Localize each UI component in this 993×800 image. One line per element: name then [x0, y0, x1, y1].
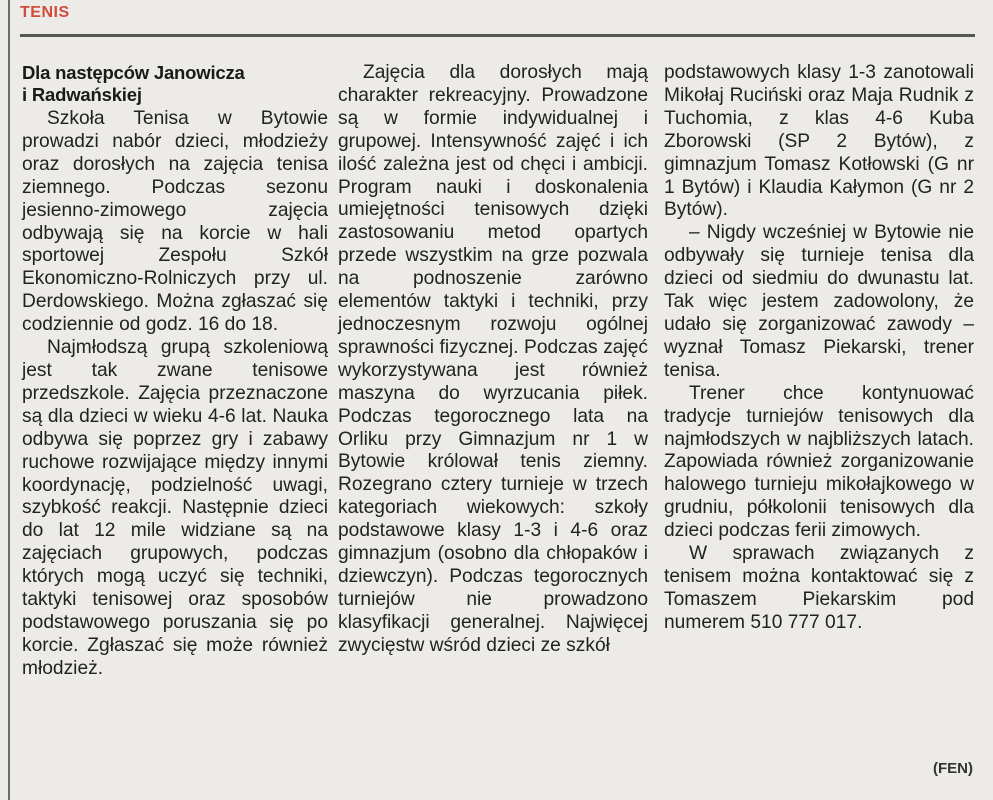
paragraph: Zajęcia dla dorosłych mają charakter rekreacyjny. Prowadzone są w formie indywidualnej i grupowej. Intensywność zajęć i ich ilość zależna jest od chęci i ambicji. Program nauki i doskonalenia umiejętności tenisowych dzięki zastosowaniu metod opartych przede wszystkim na grze pozwala na podnoszenie zarówno elementów taktyki i techniki, przy jednoczesnym rozwoju ogólnej sprawności fizycznej. Podczas zajęć wykorzystywana jest również maszyna do wyrzucania piłek. Podczas tegorocznego lata na Orliku przy Gimnazjum nr 1 w Bytowie królował tenis ziemny. Rozegrano cztery turnieje w trzech kategoriach wiekowych: szkoły podstawowe klasy 1-3 i 4-6 oraz gimnazjum (osobno dla chłopaków i dziewczyn). Podczas tegorocznych turniejów nie prowadzono klasyfikacji generalnej. Najwięcej zwycięstw wśród dzieci ze szkół — [338, 62, 648, 656]
paragraph: Najmłodszą grupą szkoleniową jest tak zwane tenisowe przedszkole. Zajęcia przeznaczone są dla dzieci w wieku 4-6 lat. Nauka odbywa się poprzez gry i zabawy ruchowe rozwijające między innymi koordynację, podzielność uwagi, szybkość reakcji. Następnie dzieci do lat 12 mile widziane są na zajęciach grupowych, podczas których mogą uczyć się techniki, taktyki tenisowej oraz sposobów podstawowego poruszania się po korcie. Zgłaszać się może również młodzież. — [22, 337, 328, 679]
header-rule — [20, 34, 975, 37]
article-title-line-2: i Radwańskiej — [22, 84, 142, 105]
article-column-3 — [664, 62, 974, 635]
paragraph: Szkoła Tenisa w Bytowie prowadzi nabór dzieci, młodzieży oraz dorosłych na zajęcia tenisa ziemnego. Podczas sezonu jesienno-zimowego zajęcia odbywają się na korcie w hali sportowej Zespołu Szkół Ekonomiczno-Rolniczych przy ul. Derdowskiego. Można zgłaszać się codziennie od godz. 16 do 18. — [22, 108, 328, 336]
article-title — [22, 62, 328, 106]
left-border-rule — [8, 0, 10, 800]
section-label: TENIS — [20, 4, 70, 21]
article-column-2 — [338, 62, 648, 658]
author-signature: (FEN) — [933, 760, 973, 777]
paragraph-quote: – Nigdy wcześniej w Bytowie nie odbywały się turnieje tenisa dla dzieci od siedmiu do dwunastu lat. Tak więc jestem zadowolony, że udało się zorganizować zawody – wyznał Tomasz Piekarski, trener tenisa. — [664, 222, 974, 381]
paragraph-continued: podstawowych klasy 1-3 zanotowali Mikołaj Ruciński oraz Maja Rudnik z Tuchomia, z klas 4-6 Kuba Zborowski (SP 2 Bytów), z gimnazjum Tomasz Kotłowski (G nr 1 Bytów) i Klaudia Kałymon (G nr 2 Bytów). — [664, 62, 974, 221]
article-column-1 — [22, 62, 328, 681]
paragraph: Trener chce kontynuować tradycje turniejów tenisowych dla najmłodszych w najbliższych latach. Zapowiada również zorganizowanie halowego turnieju mikołajkowego w grudniu, półkolonii tenisowych dla dzieci podczas ferii zimowych. — [664, 382, 974, 542]
paragraph: W sprawach związanych z tenisem można kontaktować się z Tomaszem Piekarskim pod numerem 510 777 017. — [664, 543, 974, 633]
section-header — [20, 4, 980, 38]
article-title-line-1: Dla następców Janowicza — [22, 62, 245, 83]
